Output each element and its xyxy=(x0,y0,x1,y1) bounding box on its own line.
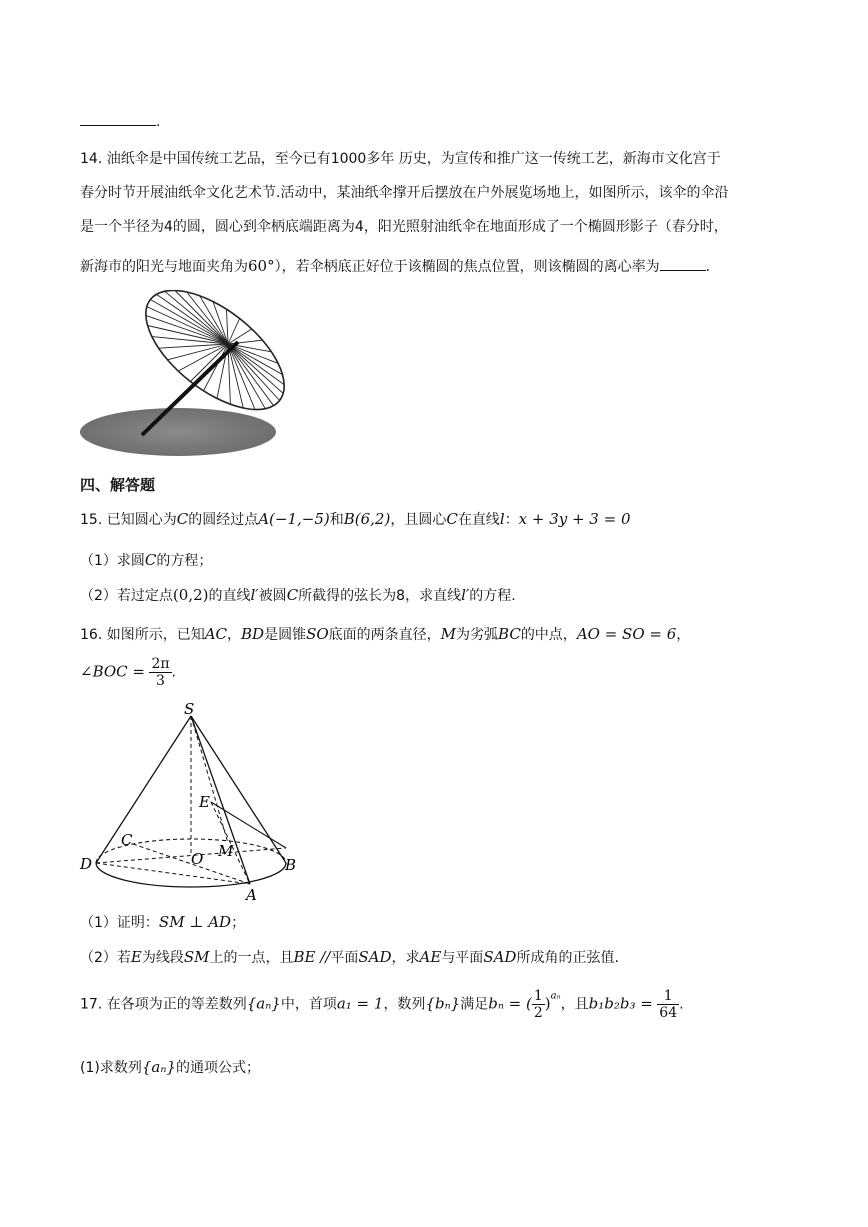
umbrella-ribs xyxy=(146,291,284,410)
fraction-1-64: $\frac{1}{64}$ xyxy=(659,988,678,1021)
label-O: O xyxy=(191,850,204,868)
q14-line4: 新海市的阳光与地面夹角为60°），若伞柄底正好位于该椭圆的焦点位置，则该椭圆的离心率为 . xyxy=(80,257,711,275)
generator-SD xyxy=(96,716,191,863)
fraction-half: $\frac{1}{2}$ xyxy=(533,988,543,1021)
label-B: B xyxy=(285,856,297,874)
shadow-ellipse xyxy=(80,408,276,456)
answer-blank-prev: . xyxy=(80,113,160,130)
cone-figure xyxy=(78,700,308,905)
answer-blank-q14 xyxy=(660,258,706,271)
umbrella-rib xyxy=(159,344,228,348)
umbrella-rib xyxy=(190,344,228,382)
generator-SB xyxy=(191,716,286,863)
umbrella-figure xyxy=(78,290,298,460)
label-A: A xyxy=(246,886,257,904)
segment-DA xyxy=(96,863,250,884)
q14-line1: 14. 油纸伞是中国传统工艺品，至今已有1000多年 历史，为宣传和推广这一传统工艺，新海市文化宫于 xyxy=(80,151,721,167)
q15-part2: （2）若过定点(0,2)的直线l′被圆C所截得的弦长为8，求直线l′的方程. xyxy=(80,586,516,604)
q15-part1: （1）求圆C的方程； xyxy=(80,551,213,569)
fraction-2pi-3: $\frac{2\pi}{3}$ xyxy=(151,656,170,689)
label-D: D xyxy=(80,855,93,873)
label-E: E xyxy=(199,793,210,811)
line-equation: x + 3y + 3 = 0 xyxy=(518,510,631,528)
umbrella-rib xyxy=(228,344,283,393)
section-heading: 四、解答题 xyxy=(80,476,156,494)
q16-part2: （2）若E为线段SM上的一点，且BE //平面SAD，求AE与平面SAD所成角的正弦值. xyxy=(80,948,619,966)
q16-part1: （1）证明：SM ⊥ AD； xyxy=(80,913,246,931)
umbrella-rib xyxy=(168,344,229,360)
umbrella-rib xyxy=(228,344,265,409)
q17-part1: (1)求数列{aₙ}的通项公式； xyxy=(80,1058,260,1076)
label-C: C xyxy=(121,831,133,849)
umbrella-rib xyxy=(227,309,229,344)
segment-SM xyxy=(191,716,228,843)
q16-angle: ∠BOC = $\frac{2\pi}{3}$ . xyxy=(80,656,176,689)
angle-60: 60° xyxy=(248,257,275,275)
umbrella-rib xyxy=(156,294,228,344)
q15-stem: 15. 已知圆心为C的圆经过点A(−1,−5)和B(6,2)，且圆心C在直线l：x + 3y + 3 = 0 xyxy=(80,510,631,528)
q16-stem: 16. 如图所示，已知AC，BD是圆锥SO底面的两条直径，M为劣弧BC的中点，AO = SO = 6， xyxy=(80,625,691,643)
blank-line xyxy=(80,113,156,126)
q17-stem: 17. 在各项为正的等差数列{aₙ}中，首项a₁ = 1，数列{bₙ}满足bₙ = ( $\frac{1}{2}$ )$^{a_n}$，且b₁b₂b₃ = $\frac{1}{64}$ . xyxy=(80,988,684,1021)
q14-line3: 是一个半径为4的圆，圆心到伞柄底端距离为4，阳光照射油纸伞在地面形成了一个椭圆形影子（春分时， xyxy=(80,219,728,235)
q14-line2: 春分时节开展油纸伞文化艺术节.活动中，某油纸伞撑开后摆放在户外展览场地上，如图所示，该伞的伞沿 xyxy=(80,185,729,201)
umbrella-rib xyxy=(147,307,228,344)
label-M: M xyxy=(218,842,234,860)
label-S: S xyxy=(184,700,195,718)
